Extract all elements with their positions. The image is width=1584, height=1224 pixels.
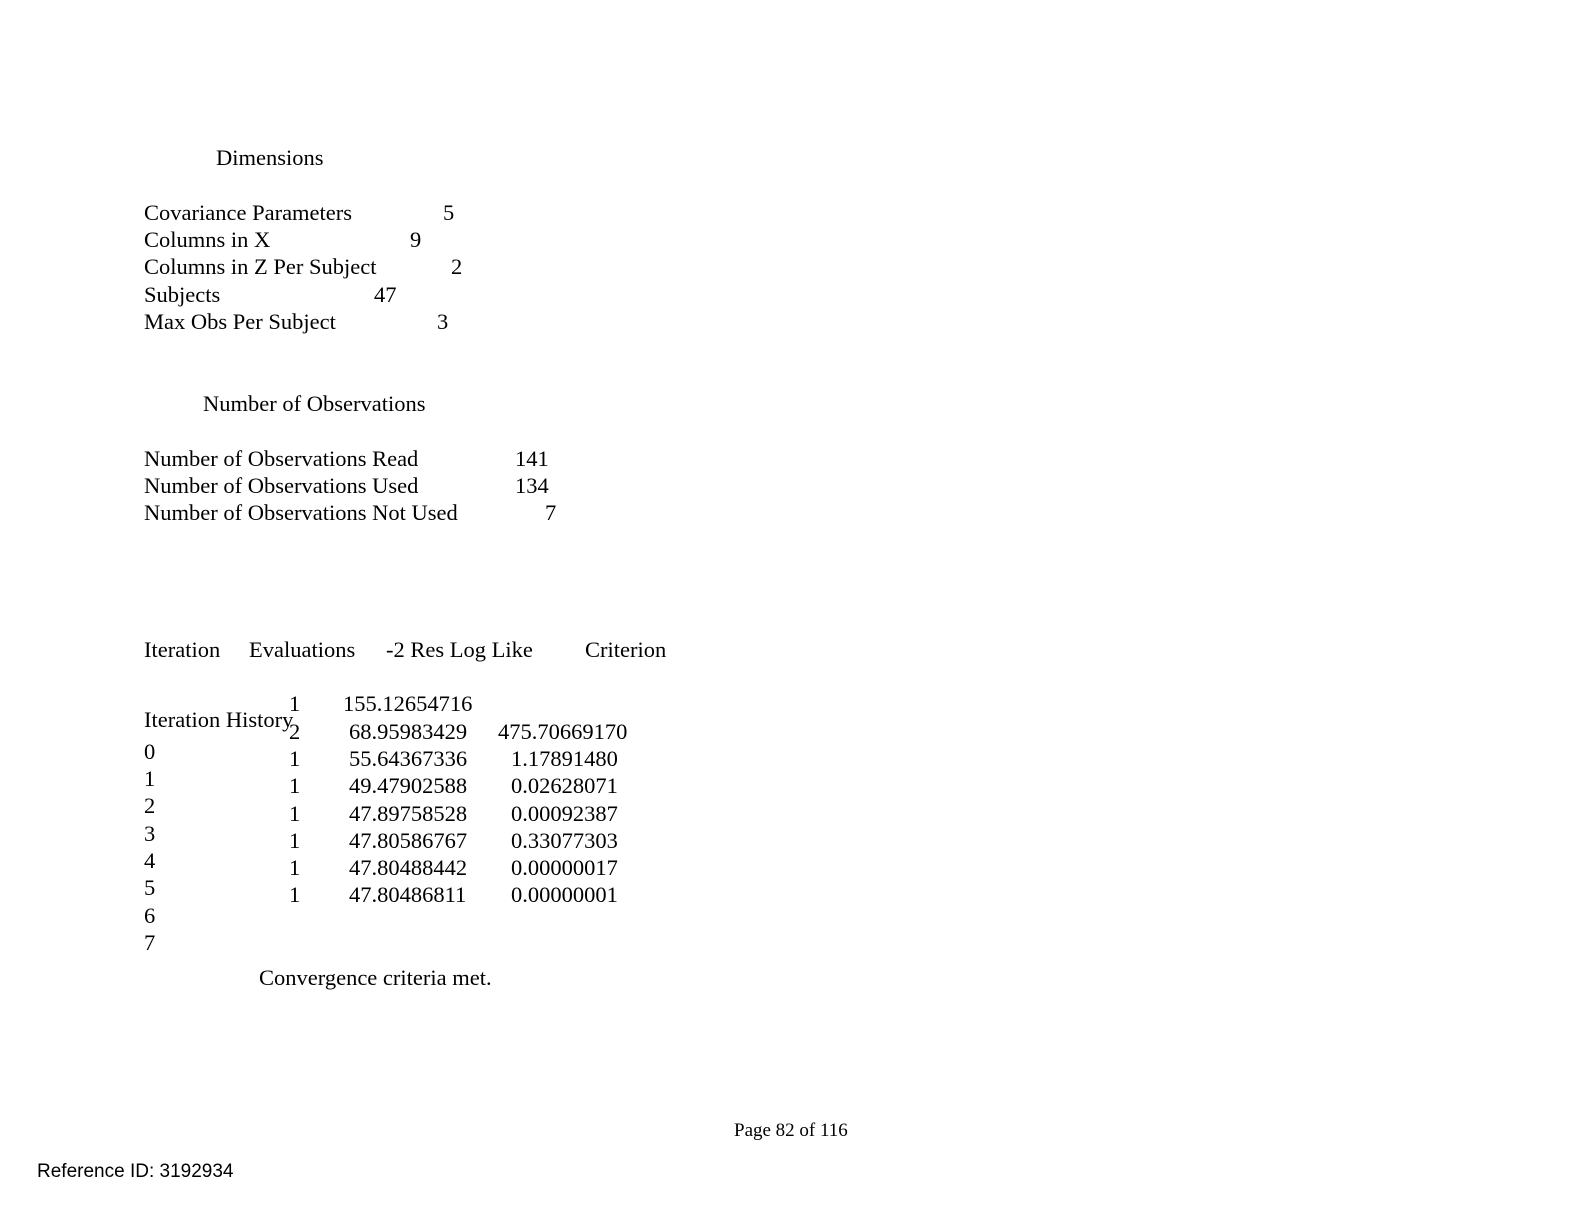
evaluations-value: 1 [289,882,301,907]
iteration-history-title: Iteration History [144,707,294,732]
observation-label: Number of Observations Used [144,473,419,498]
dimension-value: 5 [443,200,455,225]
dimension-label: Subjects [144,282,221,307]
iteration-number: 2 [144,793,156,818]
criterion-value: 0.02628071 [511,773,618,798]
iteration-number: 5 [144,875,156,900]
criterion-value: 0.33077303 [511,828,618,853]
dimension-label: Max Obs Per Subject [144,309,336,334]
loglike-value: 47.89758528 [349,801,468,826]
observation-value: 7 [545,500,557,525]
header-criterion: Criterion [585,637,667,662]
observation-value: 134 [515,473,549,498]
loglike-value: 47.80488442 [349,855,468,880]
dimensions-title: Dimensions [216,145,324,170]
iteration-number: 0 [144,739,156,764]
observation-label: Number of Observations Not Used [144,500,458,525]
iteration-number: 7 [144,930,156,955]
criterion-value: 0.00000001 [511,882,618,907]
evaluations-value: 1 [289,855,301,880]
dimension-label: Columns in X [144,227,271,252]
dimension-label: Columns in Z Per Subject [144,254,377,279]
observation-label: Number of Observations Read [144,446,419,471]
criterion-value: 0.00092387 [511,801,618,826]
evaluations-value: 1 [289,691,301,716]
observation-value: 141 [515,446,549,471]
page-number: Page 82 of 116 [734,1120,848,1141]
criterion-value: 0.00000017 [511,855,618,880]
loglike-value: 55.64367336 [349,746,468,771]
iteration-number: 6 [144,903,156,928]
iteration-number: 4 [144,848,156,873]
reference-id: Reference ID: 3192934 [37,1161,234,1182]
evaluations-value: 1 [289,828,301,853]
header-evaluations: Evaluations [249,637,356,662]
evaluations-value: 1 [289,746,301,771]
dimension-value: 2 [451,254,463,279]
evaluations-value: 1 [289,773,301,798]
iteration-number: 1 [144,766,156,791]
observations-title: Number of Observations [203,391,426,416]
header-loglike: -2 Res Log Like [386,637,533,662]
loglike-value: 47.80586767 [349,828,468,853]
convergence-message: Convergence criteria met. [259,965,492,990]
criterion-value: 475.70669170 [498,719,628,744]
dimension-value: 47 [374,282,397,307]
criterion-value: 1.17891480 [511,746,618,771]
iteration-number: 3 [144,821,156,846]
dimension-value: 9 [410,227,422,252]
dimension-label: Covariance Parameters [144,200,353,225]
dimension-value: 3 [437,309,449,334]
loglike-value: 47.80486811 [349,882,467,907]
evaluations-value: 2 [289,719,301,744]
loglike-value: 155.12654716 [343,691,473,716]
header-iteration: Iteration [144,637,221,662]
loglike-value: 49.47902588 [349,773,468,798]
loglike-value: 68.95983429 [349,719,468,744]
evaluations-value: 1 [289,801,301,826]
